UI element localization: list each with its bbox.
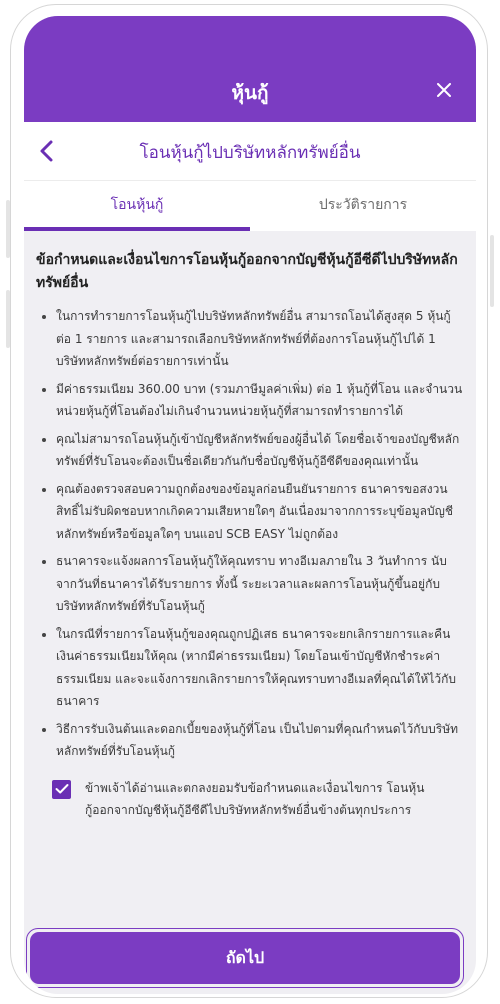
terms-item: มีค่าธรรมเนียม 360.00 บาท (รวมภาษีมูลค่าเพิ่ม) ต่อ 1 หุ้นกู้ที่โอน และจำนวนหน่วยหุ้นกู้ที่โอนต้องไม่เกินจำนวนหน่วยหุ้นกู้ที่สามารถทำรายการได้ [36,378,464,423]
header-title: หุ้นกู้ [231,82,269,104]
terms-item: ในการทำรายการโอนหุ้นกู้ไปบริษัทหลักทรัพย์อื่น สามารถโอนได้สูงสุด 5 หุ้นกู้ ต่อ 1 รายการ และสามารถเลือกบริษัทหลักทรัพย์ที่ต้องการโอนหุ้นกู้ไปได้ 1 บริษัทหลักทรัพย์ต่อรายการเท่านั้น [36,305,464,373]
top-header [24,16,476,122]
terms-item: ธนาคารจะแจ้งผลการโอนหุ้นกู้ให้คุณทราบ ทางอีเมลภายใน 3 วันทำการ นับจากวันที่ธนาคารได้รับรายการ ทั้งนี้ ระยะเวลาและผลการโอนหุ้นกู้ขึ้นอยู่กับบริษัทหลักทรัพย์ที่รับโอนหุ้นกู้ [36,550,464,618]
next-button-focus-ring [26,928,464,988]
consent-label: ข้าพเจ้าได้อ่านและตกลงยอมรับข้อกำหนดและเงื่อนไขการ โอนหุ้นกู้ออกจากบัญชีหุ้นกู้อีซีดีไปบริษัทหลักทรัพย์อื่นข้างต้นทุกประการ [85,780,425,817]
terms-item: วิธีการรับเงินต้นและดอกเบี้ยของหุ้นกู้ที่โอน เป็นไปตามที่คุณกำหนดไว้กับบริษัทหลักทรัพย์ที่รับโอนหุ้นกู้ [36,718,464,763]
close-icon [437,83,451,97]
next-button[interactable]: ถัดไป [30,932,460,984]
back-button[interactable] [34,136,62,166]
chevron-left-icon [34,136,62,166]
terms-item: คุณต้องตรวจสอบความถูกต้องของข้อมูลก่อนยืนยันรายการ ธนาคารขอสงวนสิทธิ์ไม่รับผิดชอบหากเกิดความเสียหายใดๆ อันเนื่องมาจากการระบุข้อมูลบัญชีหลักทรัพย์หรือข้อมูลใดๆ บนแอป SCB EASY ไม่ถูกต้อง [36,478,464,546]
checkmark-icon [55,783,69,795]
device-side-button [6,200,10,258]
consent-checkbox[interactable] [52,780,71,799]
sub-header [24,122,476,181]
close-button[interactable] [432,78,456,102]
device-side-button [6,290,10,348]
tab-history[interactable]: ประวัติรายการ [318,197,408,213]
terms-list [36,305,464,763]
tab-bar [24,181,476,231]
terms-item: คุณไม่สามารถโอนหุ้นกู้เข้าบัญชีหลักทรัพย์ของผู้อื่นได้ โดยชื่อเจ้าของบัญชีหลักทรัพย์ที่รับโอนจะต้องเป็นชื่อเดียวกันกับชื่อบัญชีหุ้นกู้อีซีดีของคุณเท่านั้น [36,428,464,473]
terms-item: ในกรณีที่รายการโอนหุ้นกู้ของคุณถูกปฏิเสธ ธนาคารจะยกเลิกรายการและคืนเงินค่าธรรมเนียมให้คุณ (หากมีค่าธรรมเนียม) โดยโอนเข้าบัญชีหักชำระค่าธรรมเนียม และจะแจ้งการยกเลิกรายการให้คุณทราบทางอีเมลที่คุณได้ให้ไว้กับธนาคาร [36,623,464,713]
terms-heading: ข้อกำหนดและเงื่อนไขการโอนหุ้นกู้ออกจากบัญชีหุ้นกู้อีซีดีไปบริษัทหลักทรัพย์อื่น [36,252,458,291]
app-screen [24,16,476,994]
consent-row [52,777,464,822]
device-side-button [490,235,494,307]
terms-content [24,231,476,822]
tab-transfer[interactable]: โอนหุ้นกู้ [24,181,250,231]
page-title: โอนหุ้นกู้ไปบริษัทหลักทรัพย์อื่น [139,143,361,163]
